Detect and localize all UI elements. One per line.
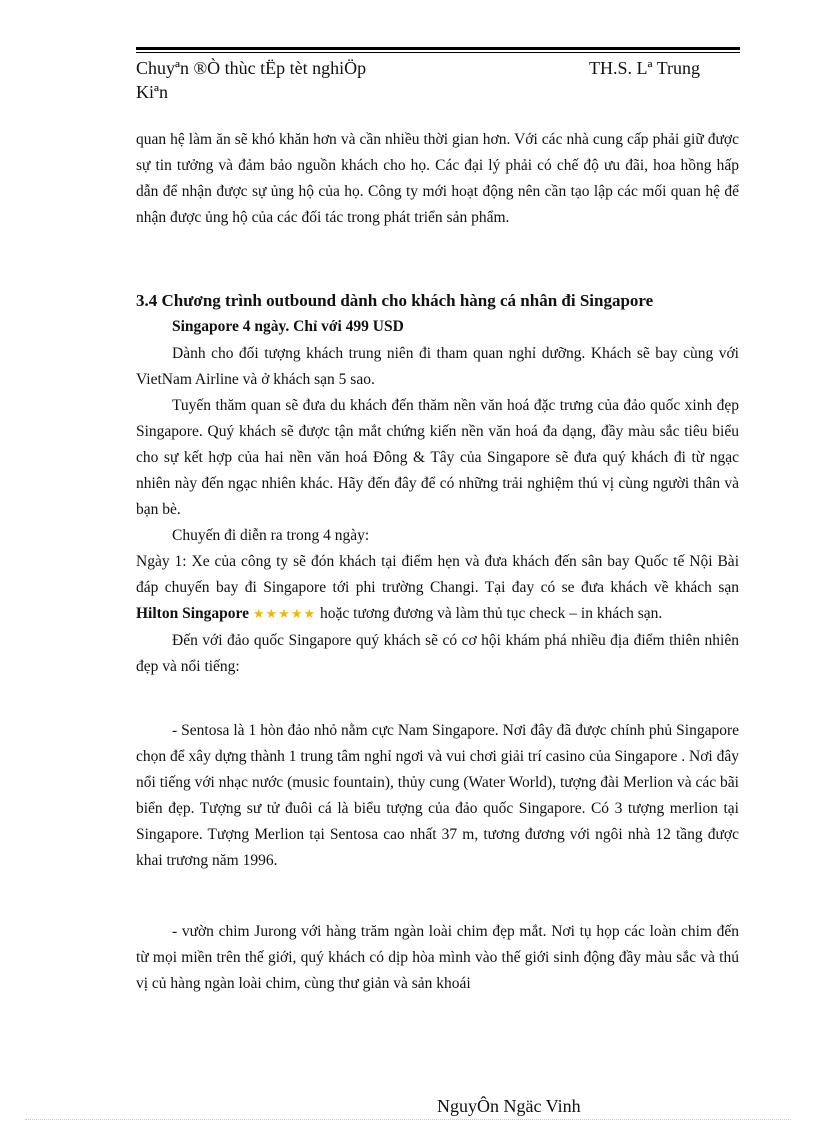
paragraph: Chuyến đi diễn ra trong 4 ngày: [172,527,370,544]
paragraph: Đến với đảo quốc Singapore quý khách sẽ có cơ hội khám phá nhiều địa điểm thiên nhiên đẹp và nổi tiếng: [136,632,739,675]
paragraph: Dành cho đối tượng khách trung niên đi tham quan nghỉ dưỡng. Khách sẽ bay cùng với VietNam Airline và ở khách sạn 5 sao. [136,345,739,388]
paragraph-block-sentosa [136,718,739,874]
paragraph-sentosa: - Sentosa là 1 hòn đảo nhỏ nằm cực Nam Singapore. Nơi đây đã được chính phủ Singapore chọn để xây dựng thành 1 trung tâm nghỉ ngơi và vui chơi giải trí casino của Singapore . Nơi đây nổi tiếng với nhạc nước (music fountain), thủy cung (Water World), tượng đài Merlion và các bãi biển đẹp. Tượng sư tử đuôi cá là biểu tượng của đảo quốc Singapore. Có 3 tượng merlion tại Singapore. Tượng Merlion tại Sentosa cao nhất 37 m, tương đương với ngôi nhà 12 tầng được khai trương năm 1996. [136,722,739,869]
paragraph-jurong: - vườn chim Jurong với hàng trăm ngàn loài chim đẹp mắt. Nơi tụ họp các loàn chim đến từ mọi miền trên thế giới, quý khách có dịp hòa mình vào thế giới sinh động đầy màu sắc và thú vị củ hàng ngàn loài chim, cùng thư giản và sản khoái [136,923,739,992]
paragraph-block-jurong [136,919,739,997]
paragraph: quan hệ làm ăn sẽ khó khăn hơn và cần nhiều thời gian hơn. Với các nhà cung cấp phải giữ được sự tin tưởng và đảm bảo nguồn khách cho họ. Các đại lý phải có chế độ ưu đãi, hoa hồng hấp dẫn để nhận được sự ủng hộ của họ. Công ty mới hoạt động nên cần tạo lập các mối quan hệ để nhận được ủng hộ của các đối tác trong phát triển sản phẩm. [136,131,739,226]
header-author: TH.S. Lª Trung [589,58,700,78]
header-rule-thin [136,52,740,53]
paragraph: Tuyến thăm quan sẽ đưa du khách đến thăm nền văn hoá đặc trưng của đảo quốc xinh đẹp Singapore. Quý khách sẽ được tận mắt chứng kiến nền văn hoá đa dạng, đầy màu sắc tiêu biểu cho sự kết hợp của hai nền văn hoá Đông & Tây của Singapore sẽ đưa quý khách đi từ ngạc nhiên này đến ngạc nhiên khác. Hãy đến đây để có những trải nghiệm thú vị cùng người thân và bạn bè. [136,397,739,518]
day1-text: Ngày 1: Xe của công ty sẽ đón khách tại điểm hẹn và đưa khách đến sân bay Quốc tế Nội Bài đáp chuyến bay đi Singapore tới phi trường Changi. Tại đay có se đưa khách về khách sạn [136,553,739,596]
header-title: Chuyªn ®Ò thùc tËp tèt nghiÖp [136,58,367,78]
day1-text-end: hoặc tương đương và làm thủ tục check – in khách sạn. [316,605,663,622]
star-rating-icon: ★★★★★ [252,607,317,622]
paragraph-block-intro [136,341,739,680]
header-author-wrap: Kiªn [136,82,168,102]
paragraph-block-top [136,127,739,231]
section-heading: 3.4 Chương trình outbound dành cho khách hàng cá nhân đi Singapore [136,291,654,310]
header-rule-thick [136,47,740,50]
paragraph-day1 [136,549,739,628]
section-subheading: Singapore 4 ngày. Chỉ với 499 USD [172,318,404,335]
footer-author: NguyÔn Ngäc Vinh [437,1096,581,1116]
hotel-name: Hilton Singapore [136,605,249,622]
page-bottom-divider [25,1119,791,1120]
